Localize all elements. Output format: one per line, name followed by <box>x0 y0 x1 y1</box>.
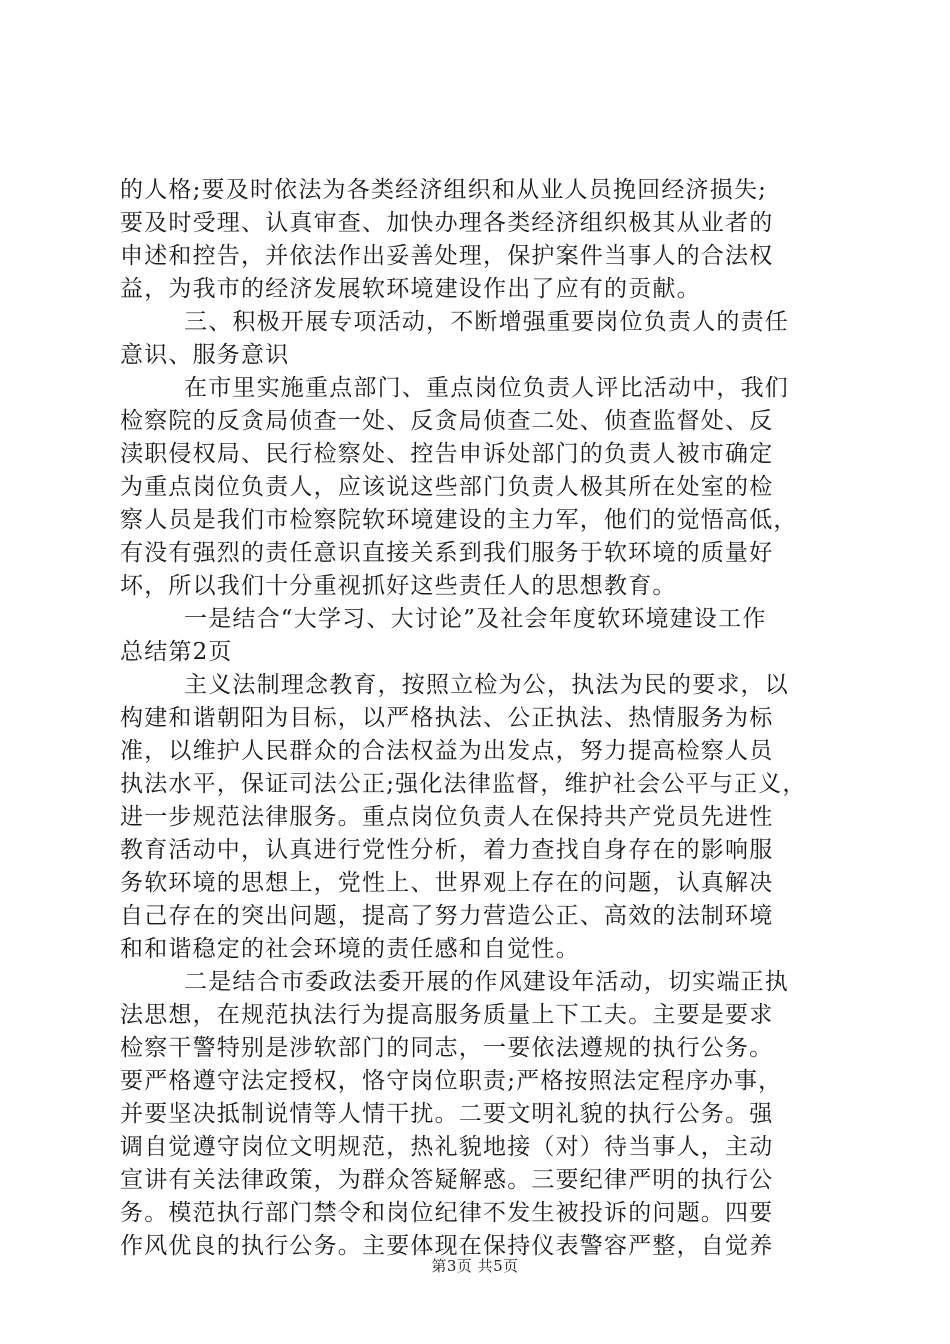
text-line: 三、积极开展专项活动，不断增强重要岗位负责人的责任 <box>184 309 789 335</box>
text-line: 察人员是我们市检察院软环境建设的主力军，他们的觉悟高低， <box>120 507 798 533</box>
text-line: 准，以维护人民群众的合法权益为出发点，努力提高检察人员 <box>120 738 774 764</box>
text-line: 一是结合“大学习、大讨论”及社会年度软环境建设工作 <box>184 606 767 632</box>
text-line: 二是结合市委政法委开展的作风建设年活动，切实端正执 <box>184 969 789 995</box>
document-body <box>120 174 832 1263</box>
text-line: 要严格遵守法定授权，恪守岗位职责;严格按照法定程序办事， <box>120 1068 783 1094</box>
text-line: 为重点岗位负责人，应该说这些部门负责人极其所在处室的检 <box>120 474 774 500</box>
text-line: 总结第2页 <box>120 639 233 665</box>
text-line: 调自觉遵守岗位文明规范，热礼貌地接（对）待当事人，主动 <box>120 1134 774 1160</box>
text-line: 渎职侵权局、民行检察处、控告申诉处部门的负责人被市确定 <box>120 441 774 467</box>
text-line: 自己存在的突出问题，提高了努力营造公正、高效的法制环境 <box>120 903 774 929</box>
text-line: 检察干警特别是涉软部门的同志，一要依法遵规的执行公务。 <box>120 1035 774 1061</box>
page-footer: 第3页 共5页 <box>431 1257 519 1275</box>
text-line: 意识、服务意识 <box>120 342 290 368</box>
text-line: 并要坚决抵制说情等人情干扰。二要文明礼貌的执行公务。强 <box>120 1101 774 1127</box>
text-line: 作风优良的执行公务。主要体现在保持仪表警容严整，自觉养 <box>120 1233 774 1259</box>
text-line: 务软环境的思想上，党性上、世界观上存在的问题，认真解决 <box>120 870 774 896</box>
text-line: 要及时受理、认真审查、加快办理各类经济组织极其从业者的 <box>120 210 774 236</box>
text-line: 进一步规范法律服务。重点岗位负责人在保持共产党员先进性 <box>120 804 774 830</box>
text-line: 法思想，在规范执法行为提高服务质量上下工夫。主要是要求 <box>120 1002 774 1028</box>
text-line: 的人格;要及时依法为各类经济组织和从业人员挽回经济损失; <box>120 177 768 203</box>
text-line: 益，为我市的经济发展软环境建设作出了应有的贡献。 <box>120 276 701 302</box>
text-line: 申述和控告，并依法作出妥善处理，保护案件当事人的合法权 <box>120 243 774 269</box>
text-line: 务。模范执行部门禁令和岗位纪律不发生被投诉的问题。四要 <box>120 1200 774 1226</box>
text-line: 和和谐稳定的社会环境的责任感和自觉性。 <box>120 936 580 962</box>
text-line: 构建和谐朝阳为目标，以严格执法、公正执法、热情服务为标 <box>120 705 774 731</box>
text-line: 检察院的反贪局侦查一处、反贪局侦查二处、侦查监督处、反 <box>120 408 774 434</box>
text-line: 教育活动中，认真进行党性分析，着力查找自身存在的影响服 <box>120 837 774 863</box>
text-line: 坏，所以我们十分重视抓好这些责任人的思想教育。 <box>120 573 677 599</box>
text-line: 执法水平，保证司法公正;强化法律监督，维护社会公平与正义， <box>120 771 807 797</box>
text-line: 宣讲有关法律政策，为群众答疑解惑。三要纪律严明的执行公 <box>120 1167 774 1193</box>
text-line: 在市里实施重点部门、重点岗位负责人评比活动中，我们 <box>184 375 789 401</box>
text-line: 有没有强烈的责任意识直接关系到我们服务于软环境的质量好 <box>120 540 774 566</box>
text-line: 主义法制理念教育，按照立检为公，执法为民的要求，以 <box>184 672 789 698</box>
